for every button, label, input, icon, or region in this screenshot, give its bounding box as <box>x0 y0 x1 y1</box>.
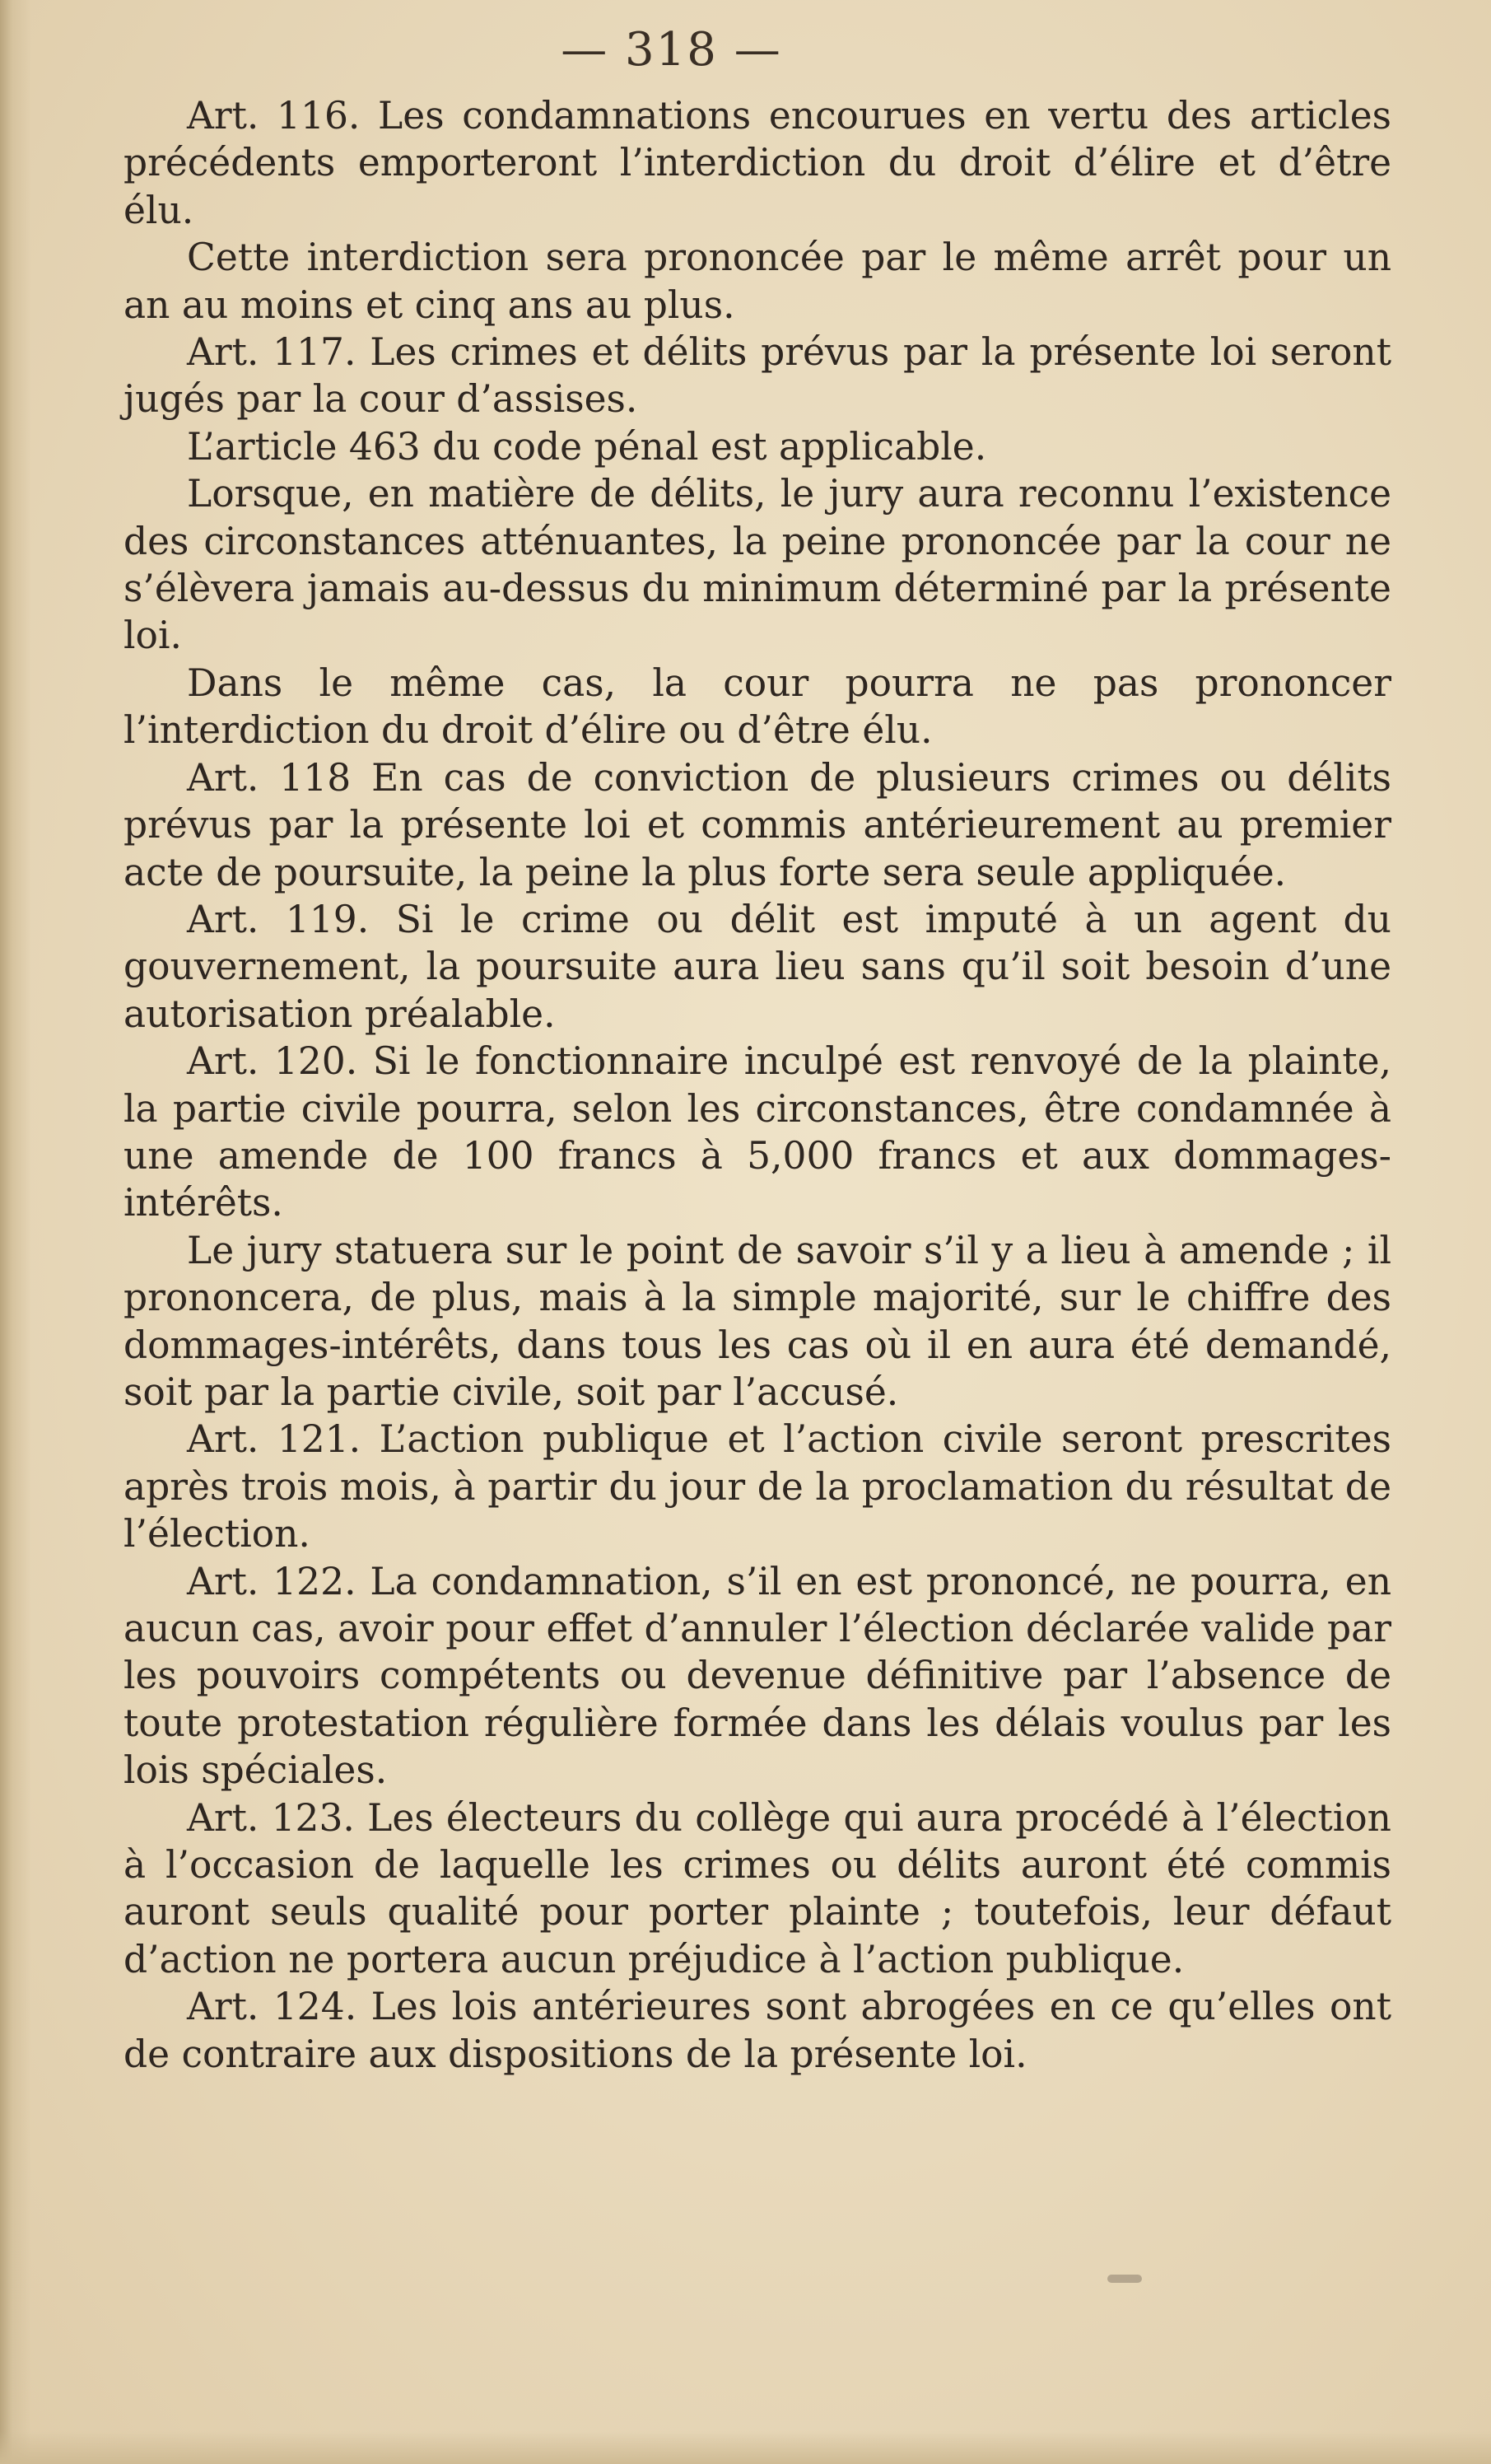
article-118-paragraph: Art. 118 En cas de conviction de plusieurs crimes ou délits prévus par la présente loi et commis antérieurement au premier acte de poursuite, la peine la plus forte sera seule appliquée. <box>123 755 1391 894</box>
article-120-paragraph: Art. 120. Si le fonctionnaire inculpé est renvoyé de la plainte, la partie civile pourra, selon les circonstances, être condamnée à une amende de 100 francs à 5,000 francs et aux dommages-intérêts. <box>123 1039 1391 1225</box>
page-bottom-shadow <box>0 2431 1491 2464</box>
article-124-paragraph: Art. 124. Les lois antérieures sont abrogées en ce qu’elles ont de contraire aux dispositions de la présente loi. <box>123 1985 1391 2076</box>
page-binding-edge <box>0 0 31 2464</box>
article-117-penal-code: L’article 463 du code pénal est applicable. <box>187 424 987 469</box>
article-116-paragraph: Art. 116. Les condamnations encourues en vertu des articles précédents emporteront l’interdiction du droit d’élire et d’être élu. <box>123 94 1391 232</box>
article-116-continuation: Cette interdiction sera prononcée par le même arrêt pour un an au moins et cinq ans au plus. <box>123 236 1391 327</box>
page-number-header: — 318 — <box>561 23 782 77</box>
body-text <box>123 92 1391 2078</box>
ink-smudge <box>1107 2275 1142 2283</box>
article-121-paragraph: Art. 121. L’action publique et l’action civile seront prescrites après trois mois, à partir du jour de la proclamation du résultat de l’élection. <box>123 1417 1391 1556</box>
article-117-paragraph: Art. 117. Les crimes et délits prévus par la présente loi seront jugés par la cour d’assises. <box>123 330 1391 422</box>
article-120-jury: Le jury statuera sur le point de savoir s’il y a lieu à amende ; il prononcera, de plus, mais à la simple majorité, sur le chiffre des dommages-intérêts, dans tous les cas où il en aura été demandé, soit par la partie civile, soit par l’accusé. <box>123 1228 1391 1414</box>
article-122-paragraph: Art. 122. La condamnation, s’il en est prononcé, ne pourra, en aucun cas, avoir pour effet d’annuler l’élection déclarée valide par les pouvoirs compétents ou devenue définitive par l’absence de toute protestation régulière formée dans les délais voulus par les lois spéciales. <box>123 1559 1391 1793</box>
article-119-paragraph: Art. 119. Si le crime ou délit est imputé à un agent du gouvernement, la poursuite aura lieu sans qu’il soit besoin d’une autorisation préalable. <box>123 897 1391 1036</box>
article-117-interdiction: Dans le même cas, la cour pourra ne pas prononcer l’interdiction du droit d’élire ou d’être élu. <box>123 660 1391 753</box>
article-117-mitigating: Lorsque, en matière de délits, le jury aura reconnu l’existence des circonstances atténuantes, la peine prononcée par la cour ne s’élèvera jamais au-dessus du minimum déterminé par la présente loi. <box>123 472 1391 658</box>
article-123-paragraph: Art. 123. Les électeurs du collège qui aura procédé à l’élection à l’occasion de laquelle les crimes ou délits auront été commis auront seuls qualité pour porter plainte ; toutefois, leur défaut d’action ne portera aucun préjudice à l’action publique. <box>123 1795 1391 1981</box>
